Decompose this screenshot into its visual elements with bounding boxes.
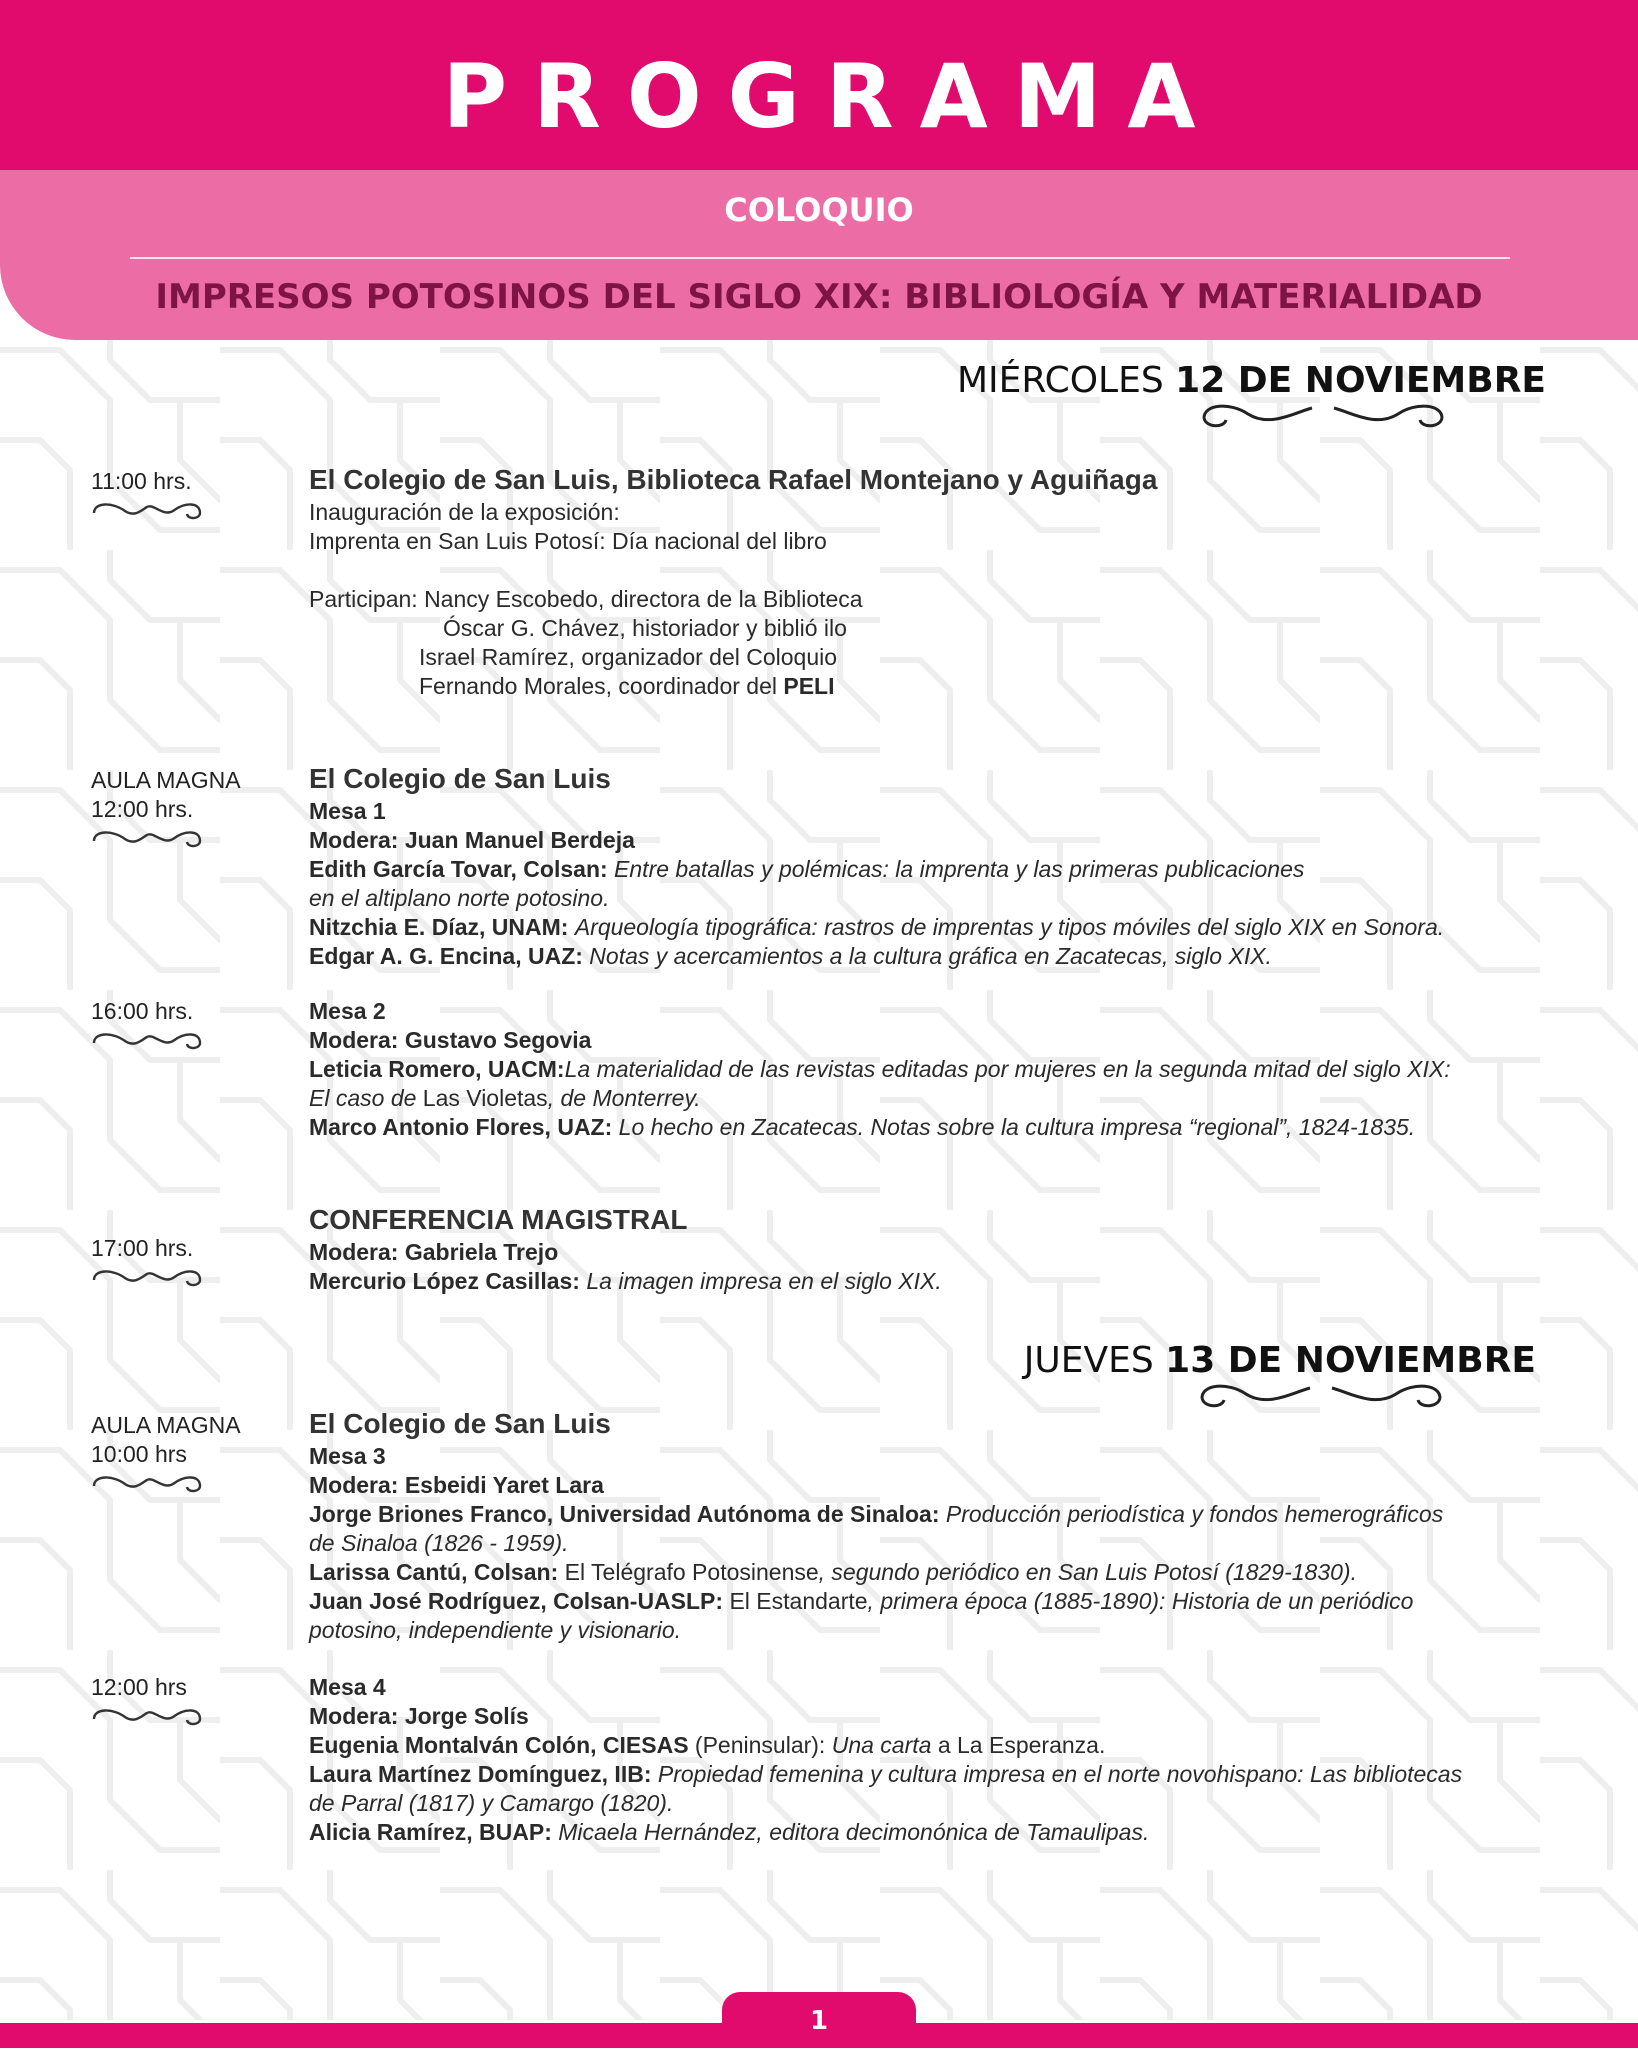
session4-paper1: Mercurio López Casillas: La imagen impresa en el siglo XIX. (309, 1268, 942, 1294)
session1-place: El Colegio de San Luis, Biblioteca Rafael Montejano y Aguiñaga (309, 464, 1158, 495)
session2-mesa: Mesa 1 (309, 798, 386, 824)
participants-label: Participan: (309, 586, 425, 612)
time-flourish-icon (91, 1472, 203, 1496)
day2-session1-time-col (91, 1411, 241, 1496)
session3-time: 16:00 hrs. (91, 998, 194, 1024)
day2-session1-venue: AULA MAGNA (91, 1412, 241, 1438)
participant-2: Óscar G. Chávez, historiador y biblió ilo (443, 615, 847, 641)
day2-session2-mesa: Mesa 4 (309, 1674, 386, 1700)
subtitle-band (0, 170, 1638, 340)
session1-line2: Imprenta en San Luis Potosí: Día nacional del libro (309, 528, 827, 554)
day2-session1-paper2: Larissa Cantú, Colsan: El Telégrafo Potosinense, segundo periódico en San Luis Potosí (1829-1830). (309, 1559, 1357, 1585)
session2-paper2: Nitzchia E. Díaz, UNAM: Arqueología tipográfica: rastros de imprentas y tipos móviles del siglo XIX en Sonora. (309, 914, 1445, 940)
session3-paper1-cont: El caso de Las Violetas, de Monterrey. (309, 1085, 701, 1111)
day2-session1-place: El Colegio de San Luis (309, 1408, 611, 1439)
page-number: 1 (722, 1992, 916, 2048)
participant-1: Nancy Escobedo, directora de la Biblioteca (424, 586, 863, 612)
day2-weekday: JUEVES (1023, 1340, 1154, 1381)
day2-session1-paper1: Jorge Briones Franco, Universidad Autónoma de Sinaloa: Producción periodística y fondos hemerográficos (309, 1501, 1444, 1527)
day2-session1-paper1-cont: de Sinaloa (1826 - 1959). (309, 1530, 569, 1556)
session4-time: 17:00 hrs. (91, 1235, 194, 1261)
day2-session1-mesa: Mesa 3 (309, 1443, 386, 1469)
day2-session1-paper3: Juan José Rodríguez, Colsan-UASLP: El Estandarte, primera época (1885-1890): Historia de un periódico (309, 1588, 1414, 1614)
session2-paper3: Edgar A. G. Encina, UAZ: Notas y acercamientos a la cultura gráfica en Zacatecas, siglo XIX. (309, 943, 1272, 969)
day2-session1-paper3-cont: potosino, independiente y visionario. (309, 1617, 682, 1643)
day2-session1-block (309, 1406, 1559, 1645)
day1-date: 12 DE NOVIEMBRE (1175, 360, 1546, 401)
session2-block (309, 761, 1559, 971)
session2-time: 12:00 hrs. (91, 796, 194, 822)
event-type: COLOQUIO (724, 191, 914, 229)
divider (130, 257, 1510, 259)
session1-line1: Inauguración de la exposición: (309, 499, 620, 525)
day2-session2-time-col (91, 1673, 203, 1729)
event-subtitle: IMPRESOS POTOSINOS DEL SIGLO XIX: BIBLIOLOGÍA Y MATERIALIDAD (155, 277, 1483, 317)
participants-row (309, 585, 1559, 614)
session4-moderator: Modera: Gabriela Trejo (309, 1239, 559, 1265)
participant-4: Fernando Morales, coordinador del PELI (419, 673, 835, 699)
session4-block (309, 1202, 1559, 1296)
day2-session2-time: 12:00 hrs (91, 1674, 187, 1700)
session1-time-col (91, 467, 203, 523)
session2-paper1: Edith García Tovar, Colsan: Entre batallas y polémicas: la imprenta y las primeras publicaciones (309, 856, 1305, 882)
day2-session2-moderator: Modera: Jorge Solís (309, 1703, 529, 1729)
session3-block (309, 997, 1559, 1142)
page-title: PROGRAMA (442, 45, 1222, 148)
time-flourish-icon (91, 1029, 203, 1053)
day2-session2-block (309, 1673, 1559, 1847)
session2-paper1-cont: en el altiplano norte potosino. (309, 885, 610, 911)
session3-paper1: Leticia Romero, UACM:La materialidad de las revistas editadas por mujeres en la segunda mitad del siglo XIX: (309, 1056, 1451, 1082)
session1-block (309, 462, 1559, 701)
session3-paper2: Marco Antonio Flores, UAZ: Lo hecho en Zacatecas. Notas sobre la cultura impresa “regional”, 1824-1835. (309, 1114, 1416, 1140)
day2-session2-paper1: Eugenia Montalván Colón, CIESAS (Peninsular): Una carta a La Esperanza. (309, 1732, 1106, 1758)
time-flourish-icon (91, 827, 203, 851)
session2-place: El Colegio de San Luis (309, 763, 611, 794)
day1-weekday: MIÉRCOLES (956, 360, 1164, 401)
session3-moderator: Modera: Gustavo Segovia (309, 1027, 592, 1053)
time-flourish-icon (91, 1705, 203, 1729)
participant-3: Israel Ramírez, organizador del Coloquio (419, 644, 838, 670)
day2-session1-moderator: Modera: Esbeidi Yaret Lara (309, 1472, 604, 1498)
session4-time-col (91, 1234, 203, 1290)
day2-session2-paper2-cont: de Parral (1817) y Camargo (1820). (309, 1790, 674, 1816)
session2-time-col (91, 766, 241, 851)
day1-flourish-ornament (1200, 398, 1446, 432)
session3-time-col (91, 997, 203, 1053)
session1-time: 11:00 hrs. (91, 468, 192, 494)
day2-session2-paper3: Alicia Ramírez, BUAP: Micaela Hernández, editora decimonónica de Tamaulipas. (309, 1819, 1150, 1845)
session2-moderator: Modera: Juan Manuel Berdeja (309, 827, 635, 853)
time-flourish-icon (91, 1266, 203, 1290)
time-flourish-icon (91, 499, 203, 523)
day2-session2-paper2: Laura Martínez Domínguez, IIB: Propiedad femenina y cultura impresa en el norte novohispano: Las bibliotecas (309, 1761, 1463, 1787)
day2-date: 13 DE NOVIEMBRE (1165, 1340, 1536, 1381)
session2-venue: AULA MAGNA (91, 767, 241, 793)
day2-session1-time: 10:00 hrs (91, 1441, 187, 1467)
session3-mesa: Mesa 2 (309, 998, 386, 1024)
keynote-heading: CONFERENCIA MAGISTRAL (309, 1204, 688, 1235)
header-banner (0, 0, 1638, 170)
